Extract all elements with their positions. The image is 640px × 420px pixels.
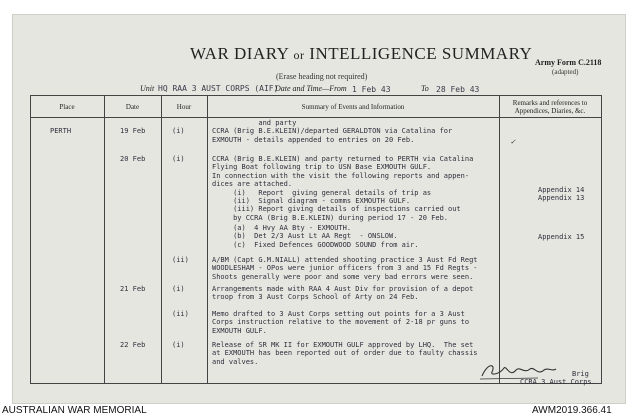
appendix-13: Appendix 13 — [538, 194, 585, 202]
row4-date: 21 Feb — [120, 285, 146, 293]
col-header-date: Date — [125, 103, 140, 111]
header-bottom-border — [30, 117, 602, 118]
column-divider — [30, 95, 31, 383]
column-divider — [161, 95, 162, 383]
signature-appointment: CCRA 3 Aust Corps. — [520, 378, 596, 386]
row6-hour: (i) — [172, 341, 185, 349]
col-header-place: Place — [59, 103, 75, 111]
column-divider — [104, 95, 105, 383]
row4-summary: Arrangements made with RAA 4 Aust Div for provision of a depot troop from 3 Aust Corps School of Arty on 24 Feb. — [212, 285, 474, 302]
unit-label: Unit — [140, 84, 155, 93]
row4-hour: (i) — [172, 285, 185, 293]
footer-catalogue-id: AWM2019.366.41 — [532, 405, 612, 416]
row2-hour: (i) — [172, 155, 185, 163]
army-form-number: Army Form C.2118 — [535, 58, 602, 67]
row5-hour: (ii) — [172, 310, 189, 318]
col-header-hour: Hour — [176, 103, 192, 111]
row2-summary: CCRA (Brig B.E.KLEIN) and party returned to PERTH via Catalina Flying Boat following trip to USN Base EXMOUTH GULF. In connection with the visit the following reports and appen- dices are attached. (i) Report giving general details of trip as (ii) Signal diagram - comms EXMOUTH GULF. (iii) Report giving details of inspections carried out by CCRA (Brig B.E.KLEIN) during period 17 - 20 Feb. — [212, 155, 474, 222]
row1-hour: (i) — [172, 127, 185, 135]
to-label: To — [421, 84, 429, 93]
adapted-note: (adapted) — [552, 68, 579, 76]
column-divider — [499, 95, 500, 383]
column-divider — [207, 95, 208, 383]
table-top-border — [30, 95, 602, 96]
row6-date: 22 Feb — [120, 341, 146, 349]
date-from: 1 Feb 43 — [352, 85, 391, 94]
row1-place: PERTH — [50, 127, 72, 135]
row6-summary: Release of SR MK II for EXMOUTH GULF approved by LHQ. The set at EXMOUTH has been reported out of order due to faulty chassis and valves. — [212, 341, 478, 366]
table-bottom-border — [30, 383, 602, 384]
row2-summary-sub: (a) 4 Hvy AA Bty - EXMOUTH. (b) Det 2/3 Aust Lt AA Regt - ONSLOW. (c) Fixed Defences GOODWOOD SOUND from air. — [233, 224, 419, 249]
row1-date: 19 Feb — [120, 127, 146, 135]
row1-initial: ✓ — [510, 138, 516, 146]
row1-summary: and party CCRA (Brig B.E.KLEIN)/departed GERALDTON via Catalina for EXMOUTH - details appended to entries on 20 Feb. — [212, 119, 453, 144]
col-header-remarks: Remarks and references to Appendices, Diaries, &c. — [512, 99, 588, 115]
col-header-summary: Summary of Events and Information — [301, 103, 405, 111]
appendix-14: Appendix 14 — [538, 186, 585, 194]
row2-date: 20 Feb — [120, 155, 146, 163]
row3-summary: A/BM (Capt G.M.NIALL) attended shooting practice 3 Aust Fd Regt WOODLESHAM - OPos were junior officers from 3 and 15 Fd Regts - Shoots generally were poor and some very bad errors were seen. — [212, 256, 478, 281]
row5-summary: Memo drafted to 3 Aust Corps setting out points for a 3 Aust Corps instruction relative to the movement of 2-18 pr guns to EXMOUTH GULF. — [212, 310, 470, 335]
unit-value: HQ RAA 3 AUST CORPS (AIF) — [158, 84, 279, 93]
appendix-15: Appendix 15 — [538, 233, 585, 241]
date-label: Date and Time—From — [275, 84, 347, 93]
footer-institution: AUSTRALIAN WAR MEMORIAL — [2, 405, 147, 416]
signature-rank: Brig — [572, 370, 589, 378]
column-divider — [601, 95, 602, 383]
page-title: WAR DIARY or INTELLIGENCE SUMMARY — [190, 44, 533, 63]
row3-hour: (ii) — [172, 256, 189, 264]
date-to: 28 Feb 43 — [436, 85, 480, 94]
erase-note: (Erase heading not required) — [276, 72, 368, 81]
